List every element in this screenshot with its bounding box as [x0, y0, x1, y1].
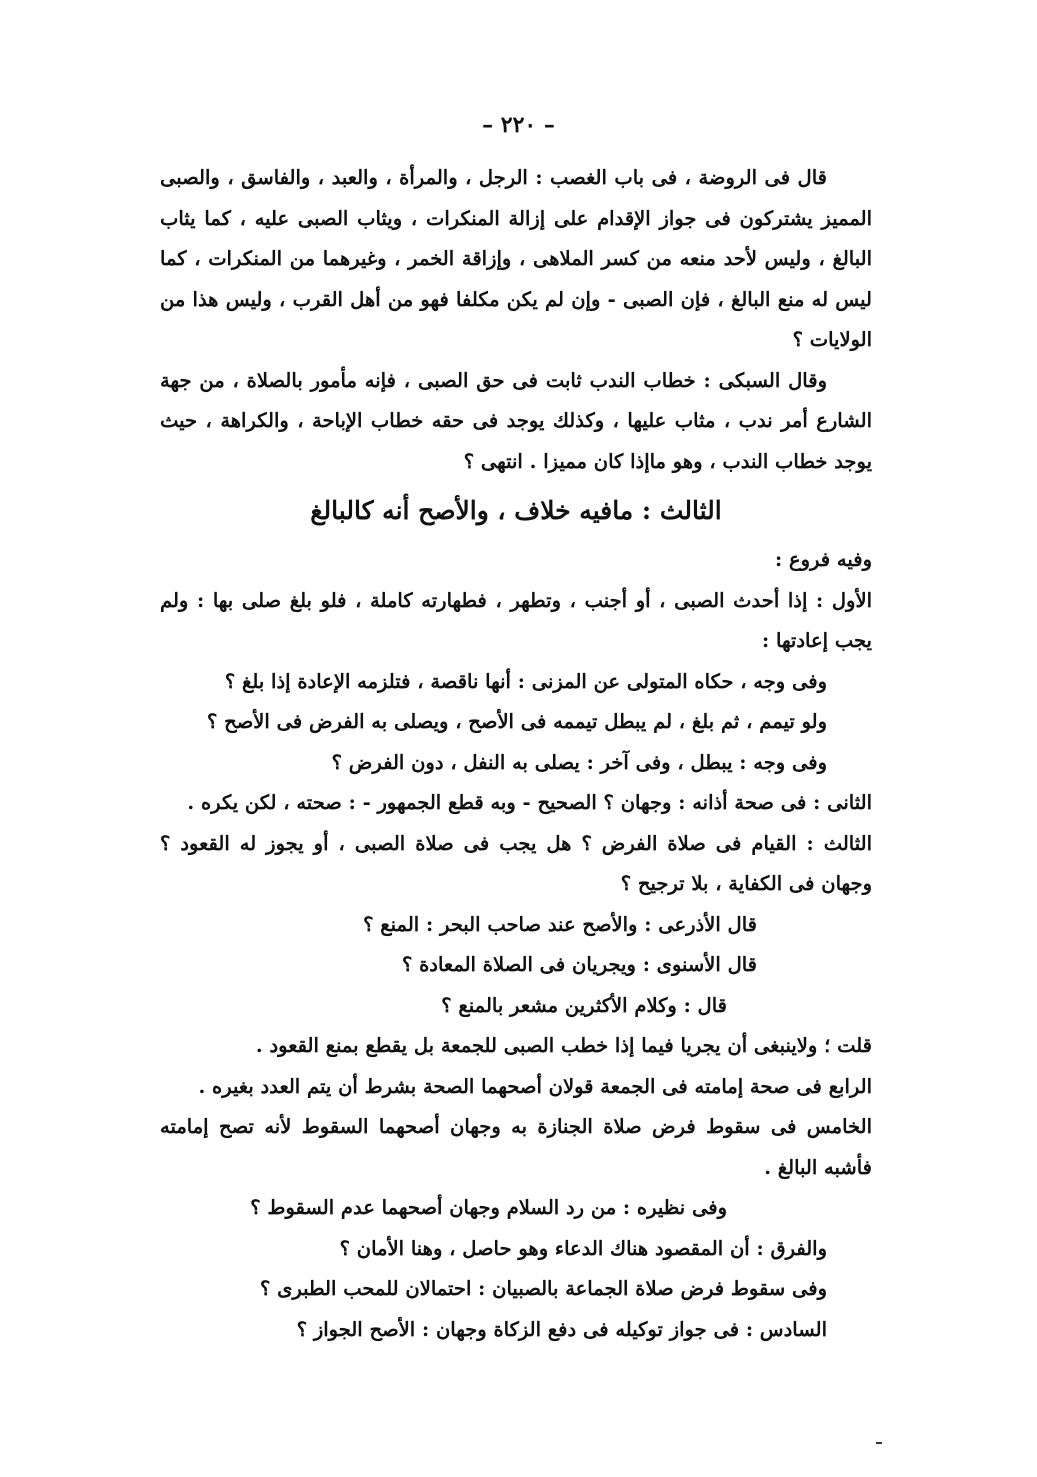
- paragraph-branches-intro: وفيه فروع :: [775, 548, 872, 571]
- paragraph-jamaa: وفى سقوط فرض صلاة الجماعة بالصبيان : احتمالان للمحب الطبرى ؟: [260, 1277, 827, 1300]
- paragraph-fifth-janaza: الخامس فى سقوط فرض صلاة الجنازة به وجهان أصحهما السقوط لأنه تصح إمامته فأشبه البالغ .: [160, 1115, 872, 1179]
- paragraph-fourth-imamate: الرابع فى صحة إمامته فى الجمعة قولان أصحهما الصحة بشرط أن يتم العدد بغيره .: [198, 1074, 872, 1098]
- paragraph-second-adhan: الثانى : فى صحة أذانه : وجهان ؟ الصحيح - وبه قطع الجمهور - : صحته ، لكن يكره .: [187, 791, 872, 814]
- paragraph-other-view: وفى وجه : يبطل ، وفى آخر : يصلى به النفل ، دون الفرض ؟: [331, 750, 827, 774]
- paragraph-difference: والفرق : أن المقصود هناك الدعاء وهو حاصل ، وهنا الأمان ؟: [339, 1236, 827, 1260]
- paragraph-first-branch: الأول : إذا أحدث الصبى ، أو أجنب ، وتطهر ، فطهارته كاملة ، فلو بلغ صلى بها : ولم يجب إعادتها :: [160, 588, 872, 652]
- paragraph-sixth-zakat: السادس : فى جواز توكيله فى دفع الزكاة وجهان : الأصح الجواز ؟: [296, 1317, 827, 1341]
- paragraph-third-standing: الثالث : القيام فى صلاة الفرض ؟ هل يجب فى صلاة الصبى ، أو يجوز له القعود ؟ وجهان فى الكفاية ، بلا ترجيح ؟: [160, 831, 872, 895]
- paragraph-mutawalli: وفى وجه ، حكاه المتولى عن المزنى : أنها ناقصة ، فتلزمه الإعادة إذا بلغ ؟: [224, 669, 827, 693]
- paragraph-qultu: قلت ؛ ولاينبغى أن يجريا فيما إذا خطب الصبى للجمعة بل يقطع بمنع القعود .: [255, 1034, 872, 1057]
- paragraph-rawda: قال فى الروضة ، فى باب الغصب : الرجل ، والمرأة ، والعبد ، والفاسق ، والصبى المميز يشتركون فى جواز الإقدام على إزالة المنكرات ، ويثاب الصبى عليه ، كما يثاب البالغ ، وليس لأحد منعه من كسر الملاهى ، وإزاقة الخمر ، وغيرهما من المنكرات ، كما ليس له منع البالغ ، فإن الصبى - وإن لم يكن مكلفا فهو من أهل القرب ، وليس هذا من الولايات ؟: [160, 166, 872, 351]
- paragraph-salam: وفى نظيره : من رد السلام وجهان أصحهما عدم السقوط ؟: [250, 1196, 727, 1219]
- paragraph-tayammum: ولو تيمم ، ثم بلغ ، لم يبطل تيممه فى الأصح ، ويصلى به الفرض فى الأصح ؟: [206, 710, 827, 733]
- page-body: [160, 158, 872, 1350]
- page-number: – ٢٢٠ –: [482, 112, 555, 138]
- paragraph-adhraai: قال الأذرعى : والأصح عند صاحب البحر : المنع ؟: [363, 912, 757, 936]
- paragraph-asnawi: قال الأسنوى : ويجريان فى الصلاة المعادة ؟: [401, 953, 757, 976]
- paragraph-majority: قال : وكلام الأكثرين مشعر بالمنع ؟: [441, 993, 727, 1017]
- paragraph-subki: وقال السبكى : خطاب الندب ثابت فى حق الصبى ، فإنه مأمور بالصلاة ، من جهة الشارع أمر ندب ، مثاب عليها ، وكذلك يوجد فى حقه خطاب الإباحة ، والكراهة ، حيث يوجد خطاب الندب ، وهو ماإذا كان مميزا . انتهى ؟: [160, 368, 872, 473]
- margin-mark: [876, 1442, 882, 1444]
- section-heading: الثالث : مافيه خلاف ، والأصح أنه كالبالغ: [310, 496, 722, 525]
